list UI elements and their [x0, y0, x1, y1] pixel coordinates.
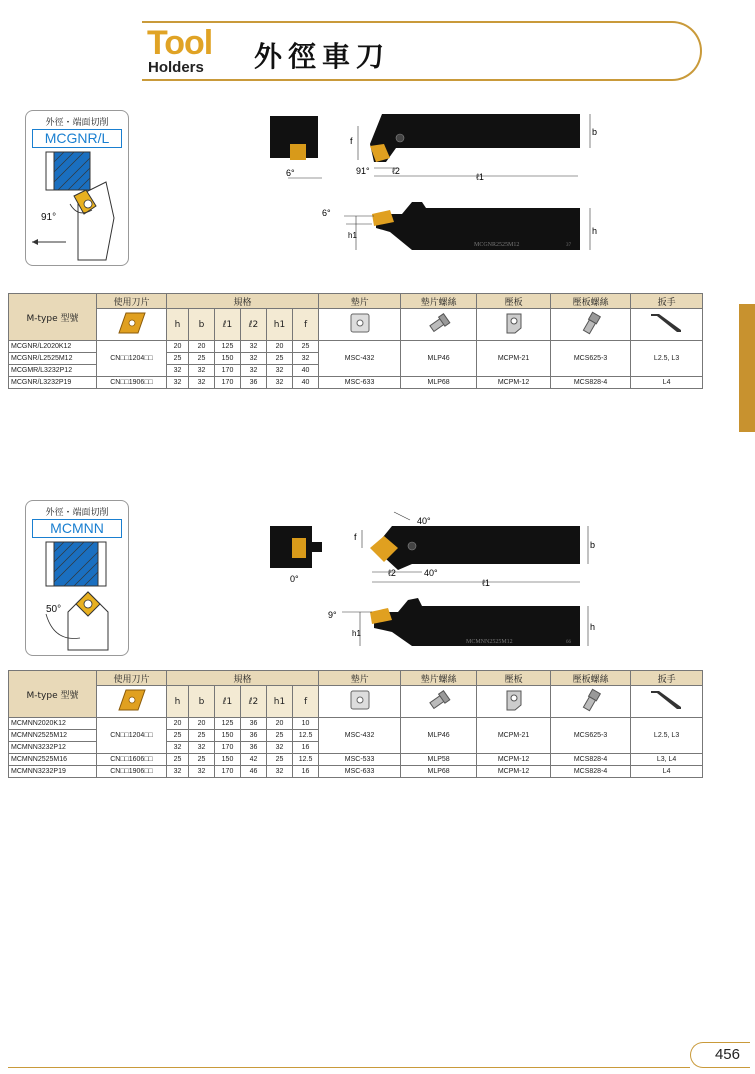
col-clamp-screw: 壓板螺絲: [551, 671, 631, 686]
angle-label-side: 0°: [290, 574, 299, 584]
shim-cell: MSC-432: [319, 718, 401, 754]
col-model: M-type 型號: [9, 294, 97, 341]
clamp-screw-cell: MCS828-4: [551, 754, 631, 766]
table-row: [9, 341, 703, 353]
col-spec: 規格: [167, 294, 319, 309]
model-cell: MCGNR/L2525M12: [9, 353, 97, 365]
value-cell: 32: [189, 742, 215, 754]
value-cell: 36: [241, 718, 267, 730]
value-cell: 40: [293, 365, 319, 377]
clamp-cell: MCPM-12: [477, 754, 551, 766]
value-cell: 32: [241, 353, 267, 365]
value-cell: 32: [167, 365, 189, 377]
spec-col-l1: ℓ1: [215, 309, 241, 341]
dim-h-label: h: [590, 622, 596, 632]
spec-col-f: f: [293, 686, 319, 718]
clamp-cell: MCPM-12: [477, 766, 551, 778]
value-cell: 42: [241, 754, 267, 766]
spec-col-h1: h1: [267, 686, 293, 718]
clamp-screw-cell: MCS625-3: [551, 718, 631, 754]
value-cell: 32: [189, 377, 215, 389]
clamp-screw-cell: MCS828-4: [551, 377, 631, 389]
insert-cell: CN□□1606□□: [97, 754, 167, 766]
value-cell: 150: [215, 353, 241, 365]
spec-col-b: b: [189, 686, 215, 718]
value-cell: 170: [215, 742, 241, 754]
dim-f-label: f: [350, 136, 353, 146]
clamp-cell: MCPM-21: [477, 718, 551, 754]
spec-col-l2: ℓ2: [241, 686, 267, 718]
shim-cell: MSC-633: [319, 766, 401, 778]
model-cell: MCGNR/L2020K12: [9, 341, 97, 353]
spec-col-f: f: [293, 309, 319, 341]
value-cell: 12.5: [293, 730, 319, 742]
table-row: [9, 754, 703, 766]
col-clamp: 壓板: [477, 294, 551, 309]
value-cell: 32: [189, 365, 215, 377]
dim-h-label: h: [592, 226, 598, 236]
value-cell: 25: [189, 754, 215, 766]
value-cell: 25: [189, 353, 215, 365]
table-row: [9, 718, 703, 730]
value-cell: 170: [215, 377, 241, 389]
insert-icon: [97, 309, 167, 341]
value-cell: 20: [189, 718, 215, 730]
angle-label-bottom: 6°: [322, 208, 331, 218]
value-cell: 170: [215, 365, 241, 377]
value-cell: 32: [267, 365, 293, 377]
col-wrench: 扳手: [631, 671, 703, 686]
wrench-cell: L2.5, L3: [631, 718, 703, 754]
clamp-screw-icon: [551, 686, 631, 718]
value-cell: 25: [267, 730, 293, 742]
shim-icon: [319, 309, 401, 341]
shim-screw-icon: [401, 309, 477, 341]
shim-screw-icon: [401, 686, 477, 718]
wrench-cell: L2.5, L3: [631, 341, 703, 377]
value-cell: 125: [215, 341, 241, 353]
brand-logo-holders: Holders: [148, 59, 204, 76]
tool-drawing-mcmnn: [262, 508, 614, 650]
engraving-number: 66: [566, 640, 571, 645]
shim-icon: [319, 686, 401, 718]
spec-col-l2: ℓ2: [241, 309, 267, 341]
model-cell: MCMNN2525M12: [9, 730, 97, 742]
value-cell: 20: [189, 341, 215, 353]
value-cell: 170: [215, 766, 241, 778]
value-cell: 150: [215, 754, 241, 766]
value-cell: 150: [215, 730, 241, 742]
top-view-body: [374, 526, 580, 570]
col-shim: 墊片: [319, 294, 401, 309]
value-cell: 36: [241, 742, 267, 754]
value-cell: 12.5: [293, 754, 319, 766]
model-cell: MCGNR/L3232P19: [9, 377, 97, 389]
spec-table-mcgnr: [8, 293, 703, 389]
footer-line: [8, 1067, 690, 1068]
col-clamp: 壓板: [477, 671, 551, 686]
model-cell: MCMNN2525M16: [9, 754, 97, 766]
dim-l2-label: ℓ2: [388, 568, 396, 578]
shim-screw-cell: MLP58: [401, 754, 477, 766]
dim-b-label: b: [590, 540, 596, 550]
side-tab-marker: [739, 304, 755, 432]
dim-l2-label: ℓ2: [392, 166, 400, 176]
shim-screw-cell: MLP46: [401, 718, 477, 754]
value-cell: 32: [267, 377, 293, 389]
clamp-cell: MCPM-12: [477, 377, 551, 389]
value-cell: 32: [267, 766, 293, 778]
col-wrench: 扳手: [631, 294, 703, 309]
cutting-diagram: [26, 538, 129, 656]
cutting-diagram: [26, 148, 129, 266]
type-box-caption: 外徑・端面切削: [45, 118, 109, 128]
value-cell: 36: [241, 730, 267, 742]
col-insert: 使用刀片: [97, 294, 167, 309]
angle-label-side: 6°: [286, 168, 295, 178]
col-shim-screw: 墊片螺絲: [401, 671, 477, 686]
end-view-insert: [292, 538, 306, 558]
col-clamp-screw: 壓板螺絲: [551, 294, 631, 309]
value-cell: 25: [267, 754, 293, 766]
value-cell: 32: [167, 377, 189, 389]
dim-b-label: b: [592, 127, 598, 137]
type-box-code: MCGNR/L: [32, 129, 122, 148]
engraving-text: MCMNN2525M12: [466, 639, 513, 645]
wrench-cell: L3, L4: [631, 754, 703, 766]
model-cell: MCMNN3232P19: [9, 766, 97, 778]
dim-l1-label: ℓ1: [482, 578, 490, 588]
value-cell: 20: [267, 718, 293, 730]
insert-cell: CN□□1906□□: [97, 377, 167, 389]
value-cell: 16: [293, 766, 319, 778]
clamp-screw-cell: MCS625-3: [551, 341, 631, 377]
wrench-cell: L4: [631, 766, 703, 778]
value-cell: 25: [167, 353, 189, 365]
end-view-insert: [290, 144, 306, 160]
value-cell: 46: [241, 766, 267, 778]
insert-cell: CN□□1204□□: [97, 341, 167, 377]
engraving-number: 37: [566, 243, 571, 248]
dim-h1-label: h1: [352, 629, 361, 638]
value-cell: 20: [267, 341, 293, 353]
value-cell: 25: [189, 730, 215, 742]
col-model: M-type 型號: [9, 671, 97, 718]
shim-cell: MSC-533: [319, 754, 401, 766]
clamp-screw-cell: MCS828-4: [551, 766, 631, 778]
header-banner: [142, 21, 702, 81]
type-box-angle: 91°: [41, 212, 57, 223]
col-insert: 使用刀片: [97, 671, 167, 686]
value-cell: 32: [167, 742, 189, 754]
value-cell: 40: [293, 377, 319, 389]
spec-col-h1: h1: [267, 309, 293, 341]
value-cell: 10: [293, 718, 319, 730]
brand-logo-tool: Tool: [147, 24, 213, 62]
spec-table-mcmnn: [8, 670, 703, 778]
angle-label-main: 91°: [356, 166, 370, 176]
insert-cell: CN□□1906□□: [97, 766, 167, 778]
shim-screw-cell: MLP68: [401, 766, 477, 778]
type-box-mcgnr: [25, 110, 129, 266]
model-cell: MCMNN3232P12: [9, 742, 97, 754]
col-spec: 規格: [167, 671, 319, 686]
shim-screw-cell: MLP46: [401, 341, 477, 377]
col-shim-screw: 墊片螺絲: [401, 294, 477, 309]
angle-label-top: 40°: [417, 516, 431, 526]
clamp-screw-icon: [551, 309, 631, 341]
dim-f-label: f: [354, 532, 357, 542]
spec-col-l1: ℓ1: [215, 686, 241, 718]
clamp-icon: [477, 686, 551, 718]
dim-h1-label: h1: [348, 231, 357, 240]
value-cell: 32: [267, 742, 293, 754]
tool-drawing-mcgnr: [262, 104, 614, 264]
value-cell: 32: [189, 766, 215, 778]
value-cell: 25: [167, 754, 189, 766]
page-number: 456: [690, 1042, 750, 1068]
spec-col-h: h: [167, 309, 189, 341]
page-title: 外徑車刀: [254, 40, 391, 73]
value-cell: 32: [167, 766, 189, 778]
value-cell: 20: [167, 718, 189, 730]
table-row: [9, 766, 703, 778]
model-cell: MCGMR/L3232P12: [9, 365, 97, 377]
table-row: [9, 377, 703, 389]
model-cell: MCMNN2020K12: [9, 718, 97, 730]
value-cell: 125: [215, 718, 241, 730]
value-cell: 25: [267, 353, 293, 365]
clamp-cell: MCPM-21: [477, 341, 551, 377]
value-cell: 36: [241, 377, 267, 389]
type-box-code: MCMNN: [32, 519, 122, 538]
value-cell: 25: [293, 341, 319, 353]
value-cell: 32: [241, 365, 267, 377]
shim-cell: MSC-633: [319, 377, 401, 389]
wrench-cell: L4: [631, 377, 703, 389]
angle-label-mid: 40°: [424, 568, 438, 578]
clamp-icon: [477, 309, 551, 341]
spec-col-h: h: [167, 686, 189, 718]
type-box-mcmnn: [25, 500, 129, 656]
value-cell: 32: [293, 353, 319, 365]
value-cell: 25: [167, 730, 189, 742]
insert-cell: CN□□1204□□: [97, 718, 167, 754]
insert-icon: [97, 686, 167, 718]
value-cell: 20: [167, 341, 189, 353]
type-box-angle: 50°: [46, 604, 62, 615]
wrench-icon: [631, 686, 703, 718]
shim-screw-cell: MLP68: [401, 377, 477, 389]
spec-col-b: b: [189, 309, 215, 341]
value-cell: 32: [241, 341, 267, 353]
shim-cell: MSC-432: [319, 341, 401, 377]
angle-label-bottom: 9°: [328, 610, 337, 620]
value-cell: 16: [293, 742, 319, 754]
dim-l1-label: ℓ1: [476, 172, 484, 182]
col-shim: 墊片: [319, 671, 401, 686]
type-box-caption: 外徑・端面切削: [45, 508, 109, 518]
wrench-icon: [631, 309, 703, 341]
engraving-text: MCGNR2525M12: [474, 242, 520, 248]
